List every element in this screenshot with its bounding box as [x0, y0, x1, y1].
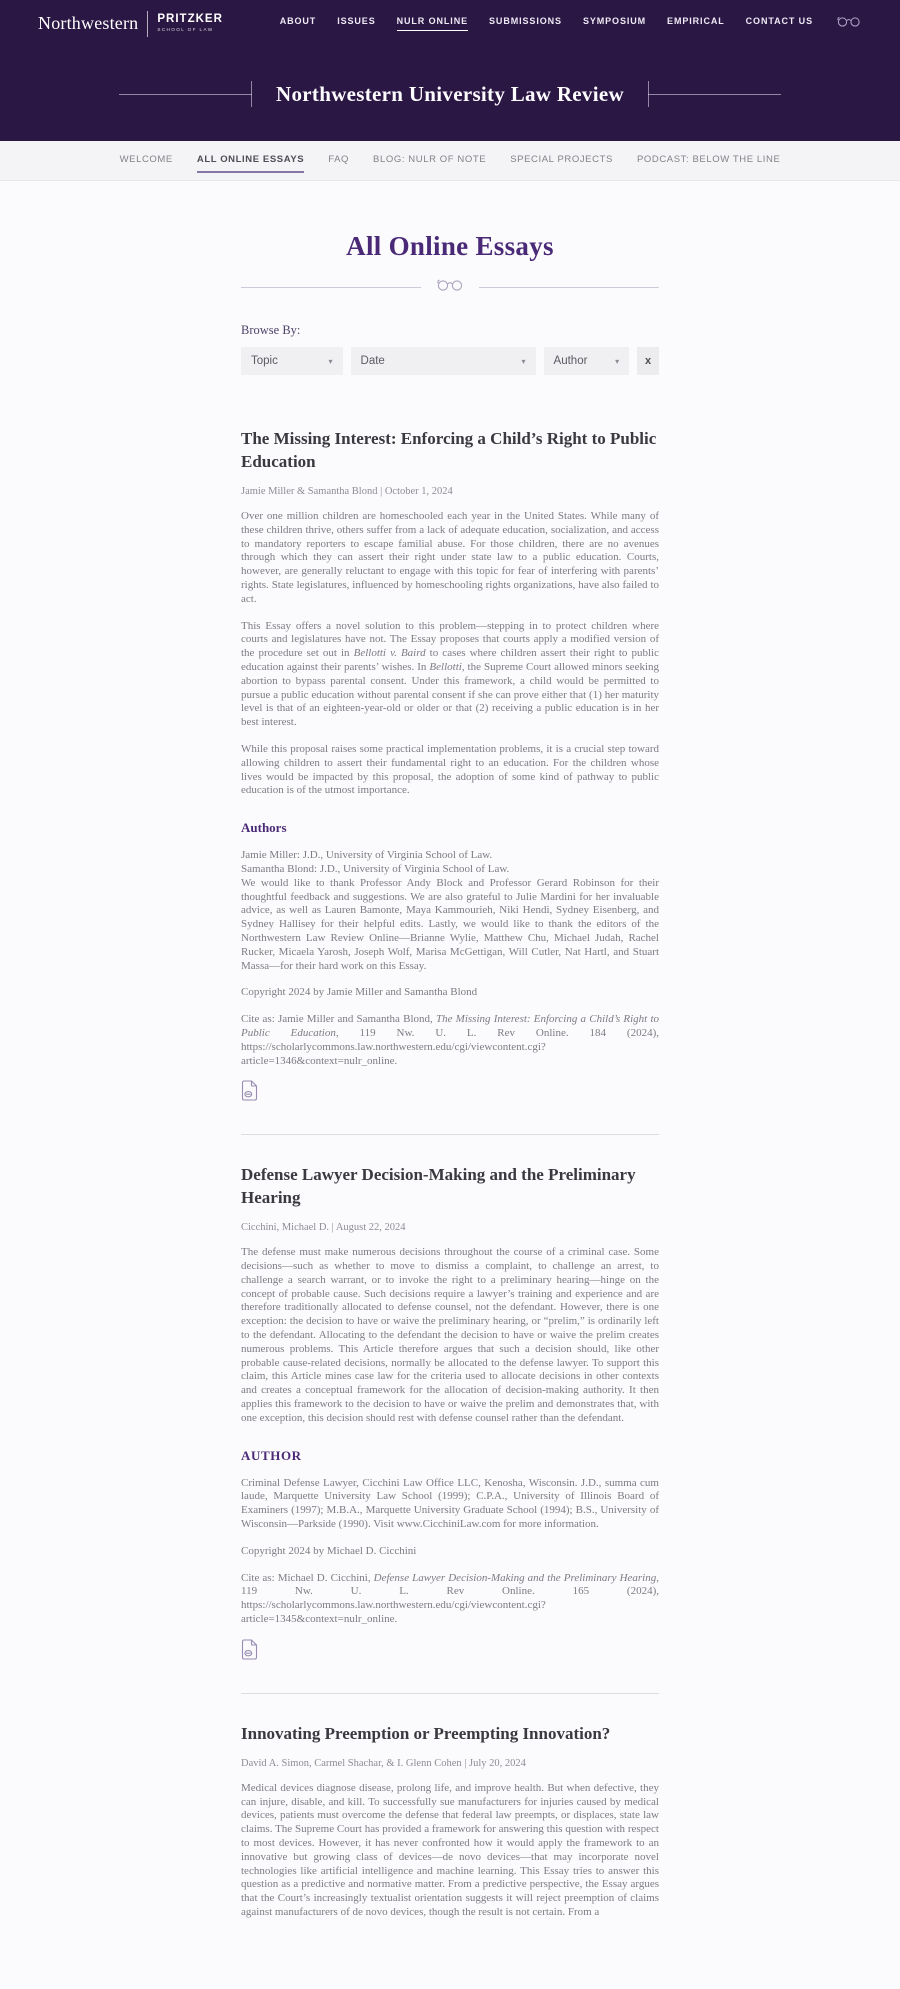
chevron-down-icon: ▾ [328, 356, 333, 366]
essay-innovating-preemption [241, 1722, 659, 1920]
essay-byline: Cicchini, Michael D. | August 22, 2024 [241, 1222, 406, 1234]
nav-contact-us[interactable]: CONTACT US [745, 16, 813, 26]
essay-byline: David A. Simon, Carmel Shachar, & I. Glenn Cohen | July 20, 2024 [241, 1757, 526, 1769]
authors-heading: Authors [241, 820, 287, 836]
primary-nav [280, 15, 862, 33]
chevron-down-icon: ▾ [521, 356, 526, 366]
divider-line-left [241, 287, 421, 288]
essay-paragraph: Over one million children are homeschooled each year in the United States. While many of these children thrive, others suffer from a lack of adequate education, socialization, and access to mandatory reporters to escape familial abuse. For those children, there are no avenues through which they can assert their right under state law to a public education. Courts, however, are generally reluctant to engage with this topic for fear of interfering with parents’ rights. State legislatures, influenced by homeschooling rights organizations, have also failed to act. [241, 510, 659, 605]
citation-line: Cite as: Michael D. Cicchini, Defense Lawyer Decision-Making and the Preliminary Hearing, 119 Nw. U. L. Rev Online. 165 (2024), https://scholarlycommons.law.northwestern.edu/cgi/viewcontent.cgi?article=1345&context=nulr_online. [241, 1571, 659, 1626]
author-filter-dropdown[interactable] [544, 347, 630, 375]
nav-submissions[interactable]: SUBMISSIONS [489, 16, 562, 26]
author-filter-label: Author [553, 355, 588, 367]
nav-empirical[interactable]: EMPIRICAL [667, 16, 725, 26]
review-title: Northwestern University Law Review [276, 81, 624, 106]
pritzker-school-block [157, 14, 223, 32]
logo-divider [147, 11, 148, 37]
essay-title[interactable]: Defense Lawyer Decision-Making and the Preliminary Hearing [241, 1165, 636, 1208]
page-title: All Online Essays [346, 231, 554, 261]
subnav-item-podcast-below-the-line[interactable]: PODCAST: BELOW THE LINE [636, 154, 781, 165]
clear-filters-button[interactable]: x [637, 347, 659, 375]
essay-divider [241, 1693, 659, 1694]
essay-paragraph: While this proposal raises some practical implementation problems, it is a crucial step toward allowing children to assert their fundamental right to an education. For the children whose lives would be impacted by this proposal, the adoption of some kind of pathway to public education is of the utmost importance. [241, 742, 659, 797]
essay-byline: Jamie Miller & Samantha Blond | October 1, 2024 [241, 486, 453, 497]
glasses-icon[interactable] [836, 15, 862, 33]
author-bio: Criminal Defense Lawyer, Cicchini Law Office LLC, Kenosha, Wisconsin. J.D., summa cum laude, Marquette University Law School (1999); C.P.A., University of Illinois Board of Examiners (1997); M.B.A., Marquette University Graduate School (1994); B.S., University of Wisconsin—Parkside (1990). Visit www.CicchiniLaw.com for more information. [241, 1476, 659, 1531]
banner-ornament-left [119, 81, 252, 107]
date-filter-label: Date [360, 355, 385, 367]
pritzker-label: PRITZKER [157, 13, 223, 26]
essay-missing-interest [241, 427, 659, 1106]
top-bar [0, 0, 900, 47]
authors-note [241, 849, 659, 973]
essay-paragraph: Medical devices diagnose disease, prolong life, and improve health. But when defective, they can injure, disable, and kill. To successfully sue manufacturers for injuries caused by medical devices, patients must overcome the defense that federal law preempts, or displaces, state law claims. The Supreme Court has provided a framework for answering this question with respect to most devices. However, it has never confronted how it would apply the framework to an innovative but growing class of devices—de novo devices—that may incorporate novel technologies like artificial intelligence and machine learning. This Essay tries to answer this question as a predictive and normative matter. From a predictive perspective, the Essay argues that the Court’s increasingly textualist orientation suggests it will reject preemption of claims against manufacturers of de novo devices, though the result is not certain. From a [241, 1781, 659, 1918]
copyright-line: Copyright 2024 by Michael D. Cicchini [241, 1544, 417, 1557]
pdf-download-icon[interactable] [241, 1639, 258, 1665]
date-filter-dropdown[interactable] [351, 347, 536, 375]
essay-title[interactable]: Innovating Preemption or Preempting Innovation? [241, 1723, 611, 1743]
glasses-divider-icon [435, 278, 465, 297]
school-of-law-label: SCHOOL OF LAW [157, 26, 214, 32]
essay-paragraph: The defense must make numerous decisions throughout the course of a criminal case. Some decisions—such as whether to move to dismiss a complaint, to challenge an arrest, to challenge a search warrant, or to invoke the right to a preliminary hearing—hinge on the concept of probable cause. Such decisions require a lawyer’s training and experience and are therefore traditionally allocated to defense counsel, not the defendant. However, there is one exception: the decision to have or waive the preliminary hearing, or “prelim,” is ordinarily left to the defendant. Allocating to the defendant the decision to have or waive the prelim creates numerous problems. This Article therefore argues that such a decision should, like other probable cause-related decisions, normally be allocated to the defense lawyer. To support this claim, this Article mines case law for the criteria used to allocate decisions in other contexts and creates a conceptual framework for the allocation of decision-making authority. It then applies this framework to the decision to have or waive the prelim and demonstrates that, with one exception, this decision should rest with defense counsel rather than the defendant. [241, 1246, 659, 1424]
banner-ornament-right [648, 81, 781, 107]
essay-defense-lawyer [241, 1163, 659, 1665]
northwestern-wordmark: Northwestern [38, 13, 139, 33]
author-line: Samantha Blond: J.D., University of Virginia School of Law. [241, 862, 510, 875]
author-line: Jamie Miller: J.D., University of Virginia School of Law. [241, 849, 493, 862]
nav-symposium[interactable]: SYMPOSIUM [582, 16, 647, 26]
filter-row [241, 347, 659, 375]
site-header [0, 0, 900, 141]
pdf-download-icon[interactable] [241, 1080, 258, 1106]
subnav-item-blog-nulr-of-note[interactable]: BLOG: NULR OF NOTE [373, 154, 487, 165]
browse-by-label: Browse By: [241, 323, 301, 337]
topic-filter-dropdown[interactable] [241, 347, 343, 375]
divider-line-right [479, 287, 659, 288]
subnav-item-faq[interactable]: FAQ [328, 154, 350, 165]
northwestern-pritzker-logo[interactable] [38, 11, 223, 37]
citation-line: Cite as: Jamie Miller and Samantha Blond, The Missing Interest: Enforcing a Child’s Right to Public Education, 119 Nw. U. L. Rev Online. 184 (2024), https://scholarlycommons.law.northwestern.edu/cgi/viewcontent.cgi?article=1346&context=nulr_online. [241, 1013, 659, 1067]
subnav-item-welcome[interactable]: WELCOME [119, 154, 173, 165]
subnav-item-all-online-essays[interactable]: ALL ONLINE ESSAYS [197, 154, 304, 173]
essay-paragraph: This Essay offers a novel solution to this problem—stepping in to protect children where courts and legislatures have not. The Essay proposes that courts apply a modified version of the procedure set out in Bellotti v. Baird to cases where children assert their right to public education against their parents’ wishes. In Bellotti, the Supreme Court allowed minors seeking abortion to bypass parental consent. Under this framework, a child would be permitted to pursue a public education without parental consent if she can prove either that (1) her maturity level is that of an eighteen-year-old or older or that (2) receiving a public education is in her best interest. [241, 619, 660, 729]
essay-list [241, 427, 659, 1920]
review-banner [0, 47, 900, 141]
chevron-down-icon: ▾ [615, 356, 620, 366]
acknowledgments-text: We would like to thank Professor Andy Block and Professor Gerard Robinson for their thoughtful feedback and suggestions. We are also grateful to Julie Mardini for her invaluable advice, as well as Lauren Bamonte, Maya Kammourieh, Niki Hendi, Sydney Eisenberg, and Sydney Hallisey for their helpful edits. Lastly, we would like to thank the editors of the Northwestern Law Review Online—Brianne Wylie, Matthew Chu, Michael Judah, Rachel Rucker, Micaela Yarosh, Joseph Wolf, Marisa McGettigan, Will Cutler, Nat Hartl, and Stuart Massa—for their hard work on this Essay. [241, 876, 659, 972]
essay-title[interactable]: The Missing Interest: Enforcing a Child’s Right to Public Education [241, 429, 657, 471]
main-content [241, 231, 659, 1920]
author-heading: AUTHOR [241, 1447, 302, 1463]
nav-issues[interactable]: ISSUES [337, 16, 376, 26]
topic-filter-label: Topic [251, 355, 278, 367]
secondary-nav [0, 141, 900, 181]
essay-divider [241, 1134, 659, 1135]
nav-about[interactable]: ABOUT [279, 16, 317, 26]
title-divider [241, 278, 659, 297]
copyright-line: Copyright 2024 by Jamie Miller and Samantha Blond [241, 986, 478, 999]
nav-nulr-online[interactable]: NULR ONLINE [397, 16, 468, 31]
subnav-item-special-projects[interactable]: SPECIAL PROJECTS [510, 154, 613, 165]
